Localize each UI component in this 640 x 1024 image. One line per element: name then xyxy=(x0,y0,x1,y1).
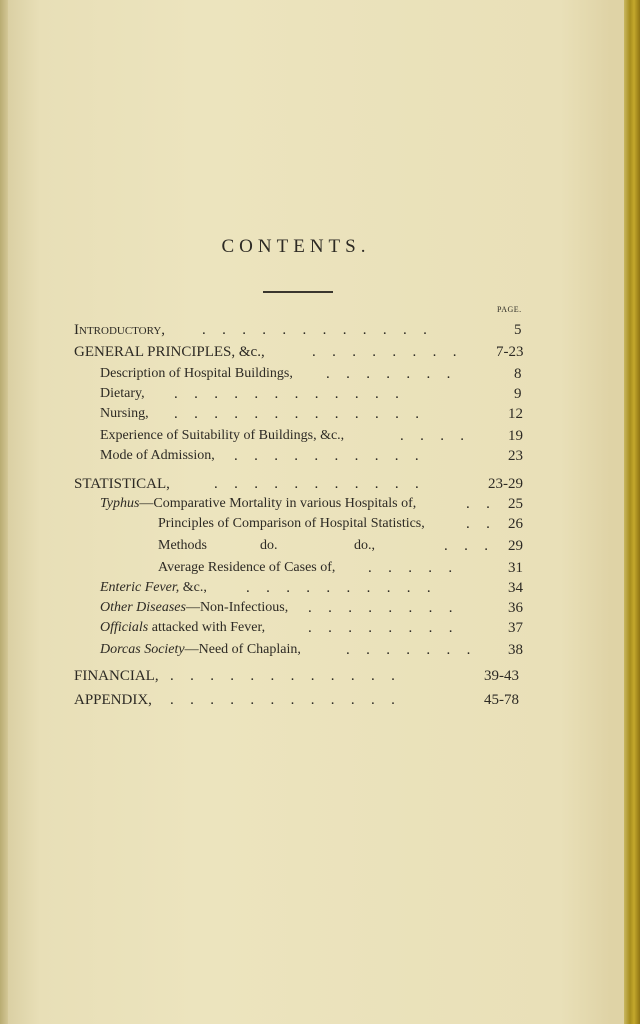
toc-label: FINANCIAL, xyxy=(74,668,159,684)
toc-leader-dots: . . . . . . . . . . . xyxy=(214,476,426,492)
toc-label: GENERAL PRINCIPLES, &c., xyxy=(74,344,265,360)
toc-page-number: 23-29 xyxy=(488,476,523,492)
toc-page-number: 39-43 xyxy=(484,668,519,684)
toc-label-italic: Typhus xyxy=(100,496,140,511)
toc-entry-dorcas-society xyxy=(100,640,534,660)
toc-leader-dots: . . . . xyxy=(400,428,471,444)
toc-label xyxy=(100,494,416,514)
toc-leader-dots: . . xyxy=(466,496,497,512)
toc-page-number: 12 xyxy=(508,406,523,422)
toc-entry-introductory xyxy=(74,320,534,340)
toc-label-italic: Dorcas Society xyxy=(100,642,185,657)
toc-entry-experience xyxy=(100,426,534,446)
toc-leader-dots: . . . . . . . . . . . . xyxy=(202,322,434,338)
toc-leader-dots: . . . . . . . . xyxy=(308,600,459,616)
toc-entry-enteric-fever xyxy=(100,578,534,598)
toc-entry-typhus xyxy=(100,494,534,514)
toc-label-rest: —Non-Infectious, xyxy=(185,600,289,615)
toc-entry-mode-of-admission xyxy=(100,446,534,466)
toc-leader-dots: . . . . . . . xyxy=(346,642,477,658)
toc-label: APPENDIX, xyxy=(74,692,152,708)
toc-label-rest: —Need of Chaplain, xyxy=(184,642,301,657)
toc-label: STATISTICAL, xyxy=(74,476,170,492)
toc-entry-methods xyxy=(158,536,534,556)
title-rule xyxy=(263,291,333,293)
toc-entry-nursing xyxy=(100,404,534,424)
toc-leader-dots: . . . . . . . . . . xyxy=(246,580,437,596)
toc-label: Principles of Comparison of Hospital Statistics, xyxy=(158,516,425,531)
toc-label-rest: —Comparative Mortality in various Hospitals of, xyxy=(139,496,417,511)
toc-label: Methods xyxy=(158,538,207,553)
toc-entry-description xyxy=(100,364,534,384)
toc-page-number: 36 xyxy=(508,600,523,616)
toc-leader-dots: . . . . . . . . . . . . xyxy=(170,692,402,708)
toc-label xyxy=(100,618,265,638)
toc-leader-dots: . . . . . . . . . . . . xyxy=(174,386,406,402)
toc-entry-other-diseases xyxy=(100,598,534,618)
toc-entry-financial xyxy=(74,666,534,686)
toc-entry-officials xyxy=(100,618,534,638)
toc-page-number: 26 xyxy=(508,516,523,532)
toc-page-number: 8 xyxy=(514,366,522,382)
toc-label xyxy=(100,640,301,660)
toc-label-italic: Enteric Fever, xyxy=(100,580,180,595)
toc-entry-statistical xyxy=(74,474,534,494)
toc-label-rest: attacked with Fever, xyxy=(148,620,266,635)
toc-label-italic: Other Diseases xyxy=(100,600,186,615)
toc-page-number: 23 xyxy=(508,448,523,464)
toc-leader-dots: . . . . . . . xyxy=(326,366,457,382)
page-edge xyxy=(624,0,640,1024)
toc-label-italic: Officials xyxy=(100,620,149,635)
page-title: CONTENTS. xyxy=(221,236,371,257)
toc-page-number: 9 xyxy=(514,386,522,402)
toc-leader-dots: . . . . . . . . . . . . . xyxy=(174,406,426,422)
toc-label: Experience of Suitability of Buildings, &c., xyxy=(100,428,345,443)
toc-leader-dots: . . xyxy=(466,516,497,532)
toc-page-number: 45-78 xyxy=(484,692,519,708)
toc-page-number: 19 xyxy=(508,428,523,444)
toc-entry-dietary xyxy=(100,384,534,404)
toc-label: Description of Hospital Buildings, xyxy=(100,366,293,381)
page-column-header: PAGE. xyxy=(497,305,522,314)
toc-page-number: 7-23 xyxy=(496,344,524,360)
toc-label xyxy=(100,578,207,598)
toc-entry-principles-comparison xyxy=(158,514,534,534)
toc-leader-dots: . . . . . . . . xyxy=(312,344,463,360)
toc-page-number: 25 xyxy=(508,496,523,512)
toc-page-number: 29 xyxy=(508,538,523,554)
toc-page-number: 31 xyxy=(508,560,523,576)
toc-page-number: 5 xyxy=(514,322,522,338)
page-gutter xyxy=(0,0,8,1024)
toc-entry-average-residence xyxy=(158,558,534,578)
toc-leader-dots: . . . . . . . . xyxy=(308,620,459,636)
toc-entry-appendix xyxy=(74,690,534,710)
toc-leader-dots: . . . . . . . . . . . . xyxy=(170,668,402,684)
toc-leader-dots: . . . xyxy=(444,538,495,554)
toc-label: Average Residence of Cases of, xyxy=(158,560,336,575)
toc-page-number: 37 xyxy=(508,620,523,636)
toc-page-number: 34 xyxy=(508,580,523,596)
toc-label: Dietary, xyxy=(100,386,145,401)
toc-label: Nursing, xyxy=(100,406,149,421)
toc-leader-dots: . . . . . xyxy=(368,560,459,576)
toc-leader-dots: . . . . . . . . . . xyxy=(234,448,425,464)
toc-entry-general-principles xyxy=(74,342,534,362)
toc-label xyxy=(100,598,288,618)
toc-ditto: do. xyxy=(260,538,278,553)
toc-label-rest: &c., xyxy=(179,580,207,595)
toc-label: Mode of Admission, xyxy=(100,448,215,463)
toc-ditto: do., xyxy=(354,538,375,553)
toc-page-number: 38 xyxy=(508,642,523,658)
toc-label: Introductory, xyxy=(74,322,166,338)
